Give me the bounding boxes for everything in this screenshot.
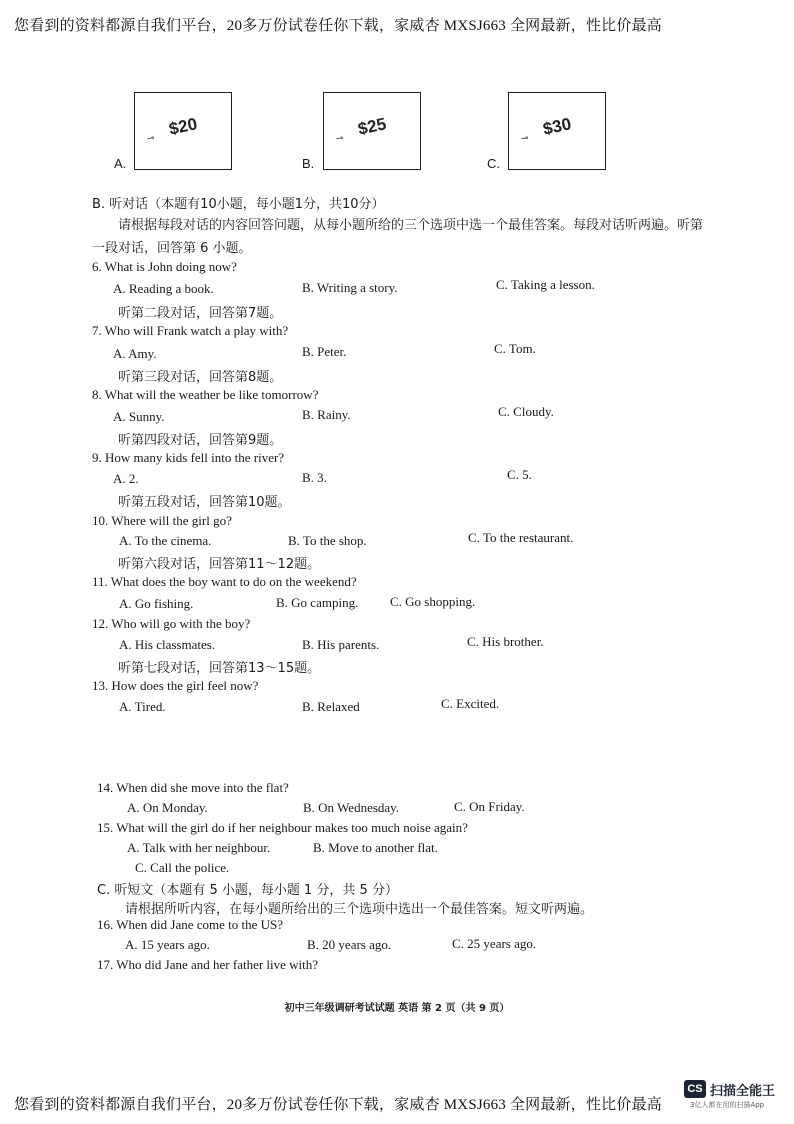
q13-option-b: B. Relaxed — [302, 699, 360, 714]
section-c-instructions: 请根据所听内容，在每小题所给出的三个选项中选出一个最佳答案。短文听两遍。 — [125, 902, 594, 917]
q6-option-c: C. Taking a lesson. — [496, 277, 595, 292]
dialogue-4-instruction: 听第四段对话，回答第9题。 — [118, 433, 283, 448]
top-banner: 您看到的资料都源自我们平台，20多万份试卷任你下载，家威杏 MXSJ663 全网最新，性比价最高 — [14, 18, 662, 34]
q8-option-a: A. Sunny. — [113, 409, 165, 424]
picture-b-label: B. — [302, 156, 315, 171]
bottom-banner: 您看到的资料都源自我们平台，20多万份试卷任你下载，家威杏 MXSJ663 全网最新，性比价最高 — [14, 1097, 662, 1113]
question-11: 11. What does the boy want to do on the weekend? — [92, 574, 357, 589]
q16-option-a: A. 15 years ago. — [125, 937, 210, 952]
q16-option-c: C. 25 years ago. — [452, 936, 537, 951]
price-text: $25 — [356, 114, 388, 139]
question-13: 13. How does the girl feel now? — [92, 678, 259, 693]
question-10: 10. Where will the girl go? — [92, 513, 232, 528]
picture-b — [323, 92, 421, 170]
q14-option-b: B. On Wednesday. — [303, 800, 400, 815]
q7-option-b: B. Peter. — [302, 344, 347, 359]
dialogue-3-instruction: 听第三段对话，回答第8题。 — [118, 370, 283, 385]
q12-option-b: B. His parents. — [302, 637, 380, 652]
question-16: 16. When did Jane come to the US? — [97, 917, 284, 932]
q10-option-b: B. To the shop. — [288, 533, 367, 548]
q7-option-a: A. Amy. — [113, 346, 157, 361]
q14-option-c: C. On Friday. — [454, 799, 525, 814]
q10-option-c: C. To the restaurant. — [468, 530, 574, 545]
section-b-instructions-cont: 一段对话，回答第 6 小题。 — [92, 241, 252, 256]
price-tag-icon: ⊸ — [334, 132, 345, 144]
q10-option-a: A. To the cinema. — [119, 533, 212, 548]
section-b-title: B. 听对话（本题有10小题，每小题1分，共10分） — [92, 197, 385, 212]
q9-option-b: B. 3. — [302, 470, 327, 485]
dialogue-5-instruction: 听第五段对话，回答第10题。 — [118, 495, 291, 510]
dialogue-6-instruction: 听第六段对话，回答第11～12题。 — [118, 557, 321, 572]
price-text: $30 — [541, 114, 573, 139]
q16-option-b: B. 20 years ago. — [307, 937, 392, 952]
section-c-title: C. 听短文（本题有 5 小题，每小题 1 分，共 5 分） — [97, 883, 398, 898]
picture-a-label: A. — [114, 156, 127, 171]
q11-option-a: A. Go fishing. — [119, 596, 194, 611]
q13-option-a: A. Tired. — [119, 699, 166, 714]
price-tag-icon: ⊸ — [519, 132, 530, 144]
question-14: 14. When did she move into the flat? — [97, 780, 289, 795]
page-footer: 初中三年级调研考试试题 英语 第 2 页（共 9 页） — [284, 1003, 510, 1014]
q12-option-a: A. His classmates. — [119, 637, 216, 652]
question-7: 7. Who will Frank watch a play with? — [92, 323, 289, 338]
question-12: 12. Who will go with the boy? — [92, 616, 251, 631]
section-b-instructions: 请根据每段对话的内容回答问题，从每小题所给的三个选项中选一个最佳答案。每段对话听两遍。听第 — [118, 218, 704, 233]
q7-option-c: C. Tom. — [494, 341, 536, 356]
q6-option-a: A. Reading a book. — [113, 281, 214, 296]
q15-option-b: B. Move to another flat. — [313, 840, 438, 855]
price-tag-icon: ⊸ — [145, 132, 156, 144]
picture-c — [508, 92, 606, 170]
q12-option-c: C. His brother. — [467, 634, 544, 649]
q8-option-c: C. Cloudy. — [498, 404, 554, 419]
picture-a — [134, 92, 232, 170]
scanner-logo — [684, 1080, 788, 1114]
q9-option-c: C. 5. — [507, 467, 532, 482]
q14-option-a: A. On Monday. — [127, 800, 208, 815]
price-text: $20 — [167, 114, 199, 139]
picture-c-label: C. — [487, 156, 500, 171]
question-9: 9. How many kids fell into the river? — [92, 450, 285, 465]
q15-option-a: A. Talk with her neighbour. — [127, 840, 271, 855]
question-17: 17. Who did Jane and her father live with? — [97, 957, 319, 972]
q8-option-b: B. Rainy. — [302, 407, 351, 422]
logo-name: 扫描全能王 — [710, 1084, 776, 1099]
q11-option-c: C. Go shopping. — [390, 594, 476, 609]
question-8: 8. What will the weather be like tomorrow? — [92, 387, 319, 402]
cs-logo-icon: CS — [684, 1080, 706, 1098]
q6-option-b: B. Writing a story. — [302, 280, 398, 295]
q13-option-c: C. Excited. — [441, 696, 500, 711]
question-15: 15. What will the girl do if her neighbour makes too much noise again? — [97, 820, 468, 835]
q11-option-b: B. Go camping. — [276, 595, 359, 610]
question-6: 6. What is John doing now? — [92, 259, 237, 274]
logo-tagline: 3亿人都在用的扫描App — [690, 1101, 765, 1109]
dialogue-2-instruction: 听第二段对话，回答第7题。 — [118, 306, 283, 321]
q15-option-c: C. Call the police. — [135, 860, 230, 875]
q9-option-a: A. 2. — [113, 471, 139, 486]
dialogue-7-instruction: 听第七段对话，回答第13～15题。 — [118, 661, 321, 676]
